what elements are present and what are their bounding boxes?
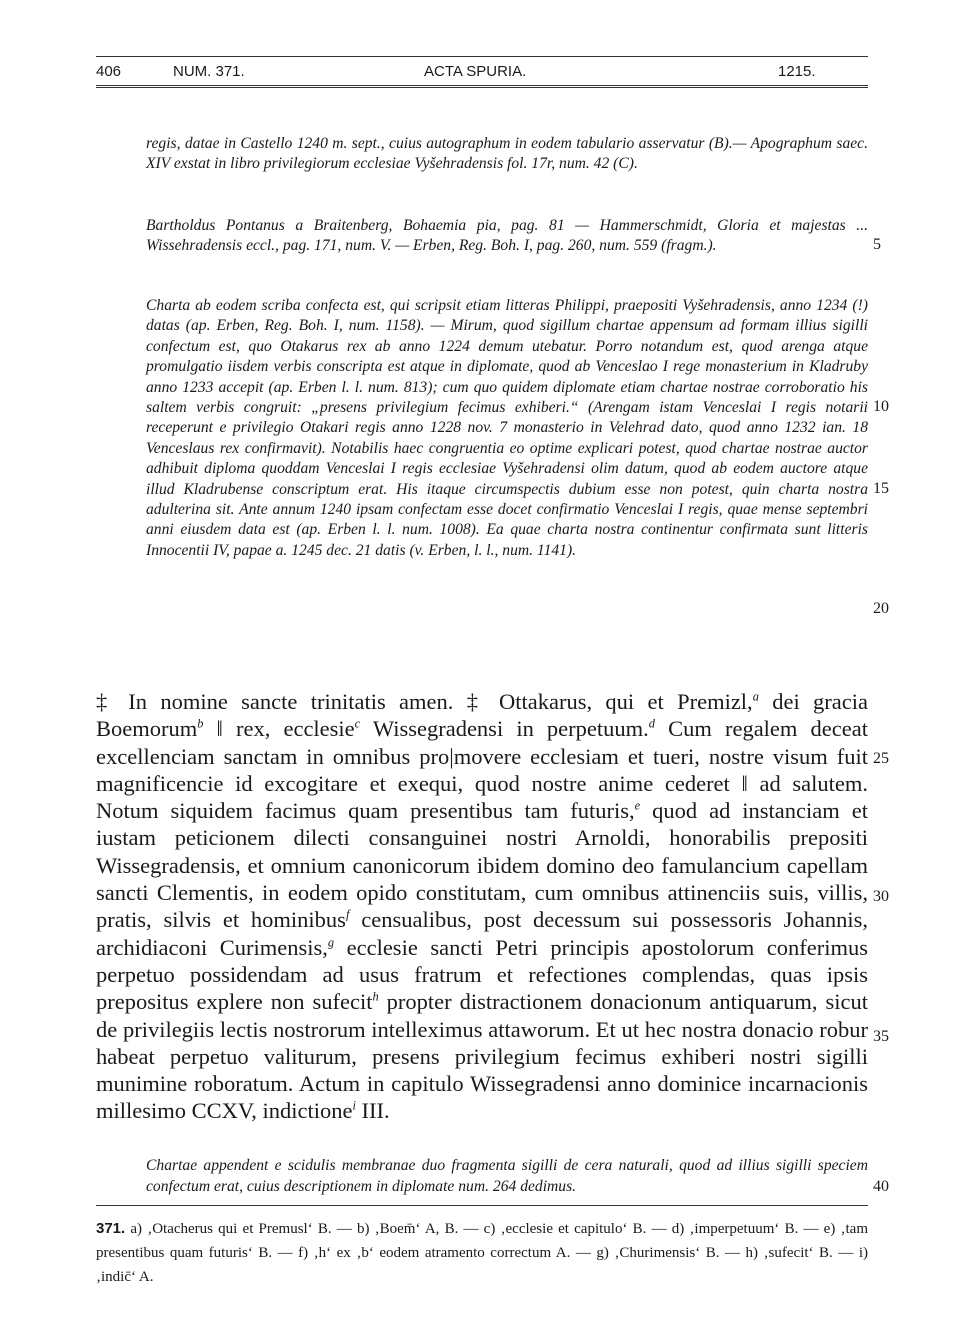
- line-number: 25: [873, 750, 889, 767]
- footnote-marker: d: [648, 716, 655, 731]
- footnote-marker: h: [372, 989, 379, 1004]
- line-number: 40: [873, 1178, 889, 1195]
- page-number: 406: [96, 63, 122, 80]
- header-rule-bottom: [96, 85, 868, 88]
- footnotes: [96, 1217, 868, 1289]
- footnote-marker: b: [197, 716, 204, 731]
- line-number: 20: [873, 600, 889, 617]
- line-number: 15: [873, 480, 889, 497]
- footnote-marker: e: [634, 798, 641, 813]
- footnote-number: 371.: [96, 1220, 126, 1237]
- charter-segment: ‖ rex, ecclesie: [203, 716, 355, 742]
- header-rule-top: [96, 56, 868, 57]
- charter-segment: III.: [355, 1098, 390, 1124]
- line-number: 10: [873, 398, 889, 415]
- footnote-marker: i: [352, 1098, 356, 1113]
- charter-segment: propter distractionem donacionum antiquarum, sicut de privilegiis lectis nostrorum intelleximus attaworum. Et ut hec nostra donacio robur habeat perpetuo valiturum, presens privilegium fecimus exhiberi nostri sigilli munimine roboratum. Actum in capitulo Wissegradensi anno dominice incarnacionis millesimo CCXV, indictione: [96, 989, 868, 1124]
- document-number: NUM. 371.: [173, 63, 245, 80]
- line-number: 5: [873, 236, 881, 253]
- charter-segment: dei gracia Boemorum: [96, 689, 868, 742]
- intro-paragraph-sources: regis, datae in Castello 1240 m. sept., cuius autographum in eodem tabulario asservatur (B).— Apographum saec. XIV exstat in libro privilegiorum ecclesiae Vyšehradensis fol. 17r, num. 42 (C).: [146, 135, 868, 173]
- footnote-marker: f: [345, 907, 350, 922]
- charter-segment: quod ad instanciam et iustam peticionem dilecti consanguinei nostri Arnoldi, honorabilis prepositi Wissegradensis, et omnium canonicorum ibidem domino deo famulancium capellam sancti Clementis, in eodem opido constitutam, cum omnibus attinenciis suis, villis, pratis, silvis et hominibus: [96, 798, 868, 933]
- running-title: ACTA SPURIA.: [424, 63, 527, 80]
- intro-paragraph-commentary: Charta ab eodem scriba confecta est, qui scripsit etiam litteras Philippi, praepositi Vyšehradensis, anno 1234 (!) datas (ap. Erben, Reg. Boh. I, num. 1158). — Mirum, quod sigillum chartae appensum ad formam illius sigilli confectum est, quo Otakarus rex ab anno 1224 demum utebatur. Porro notandum est, quod arenga atque promulgatio iisdem verbis conscripta est atque in diplomate, quod ab Venceslao I rege monasterium in Kladruby anno 1233 accepit (ap. Erben l. l. num. 813); cum quo quidem diplomate etiam chartae nostrae corroboratio his saltem verbis congruit: „presens privilegium fecimus exhiberi.“ (Arengam istam Venceslai I regis notarii receperunt e privilegio Otakari regis anno 1228 nov. 7 monasterio in Velehrad dato, quod anno 1232 ian. 18 Venceslaus rex confirmavit). Notabilis haec congruentia eo optime explicari potest, quod chartae nostrae auctor adhibuit diploma quoddam Venceslai I regis ecclesiae Vyšehradensi olim datum, quod ab eodem auctore atque illud Kladrubense conscriptum erat. His itaque circumspectis dubium esse non potest, quin charta nostra adulterina sit. Ante annum 1240 ipsam confectam esse docet confirmatio Venceslai I regis, quae mense septembri anni eiusdem data est (ap. Erben l. l. num. 1008). Ea quae charta nostra continentur confirmata sunt litteris Innocentii IV, papae a. 1245 dec. 21 datis (v. Erben, l. l., num. 1141).: [146, 297, 868, 559]
- charter-segment: censualibus, post decessum sui possessoris Johannis, archidiaconi Curimensis,: [96, 907, 868, 960]
- charter-segment: Cum regalem deceat excellenciam sanctam in omnibus pro|movere ecclesiam et tueri, nostre visum fuit magnificencie id excogitare et exequi, quod nostre anime cederet ‖ ad salutem. Notum siquidem facimus quam presentibus tam futuris,: [96, 716, 868, 824]
- line-number: 30: [873, 888, 889, 905]
- seal-note: Chartae appendent e scidulis membranae duo fragmenta sigilli de cera naturali, quod ad illius sigilli speciem confectum erat, cuius descriptionem in diplomate num. 264 dedimus.: [146, 1157, 868, 1195]
- charter-segment: ‡ In nomine sancte trinitatis amen. ‡ Ottakarus, qui et Premizl,: [96, 689, 753, 714]
- intro-paragraph-editions: Bartholdus Pontanus a Braitenberg, Bohaemia pia, pag. 81 — Hammerschmidt, Gloria et majestas ... Wissehradensis eccl., pag. 171, num. V. — Erben, Reg. Boh. I, pag. 260, num. 559 (fragm.).: [146, 217, 868, 255]
- footnote-marker: c: [354, 716, 361, 731]
- running-header: [96, 56, 868, 86]
- footnote-marker: a: [752, 689, 759, 704]
- document-year: 1215.: [778, 63, 816, 80]
- footnote-rule: [96, 1205, 868, 1206]
- charter-segment: ecclesie sancti Petri principis apostolorum conferimus perpetuo possidendam ad usus fratrum et refectiones complendas, quas ipsis prepositus explere non sufecit: [96, 934, 868, 1015]
- charter-segment: Wissegradensi in perpetuum.: [360, 716, 649, 742]
- line-number: 35: [873, 1028, 889, 1045]
- footnote-marker: g: [327, 935, 335, 950]
- charter-text: [96, 688, 868, 1125]
- footnote-apparatus: a) ‚Otacherus qui et Premusl‘ B. — b) ‚Boem̄‘ A, B. — c) ‚ecclesie et capitulo‘ B. — d) ‚imperpetuum‘ B. — e) ‚tam presentibus quam futuris‘ B. — f) ‚h‘ ex ‚b‘ eodem atramento correctum A. — g) ‚Churimensis‘ B. — h) ‚sufecit‘ B. — i) ‚indic̄‘ A.: [96, 1221, 868, 1285]
